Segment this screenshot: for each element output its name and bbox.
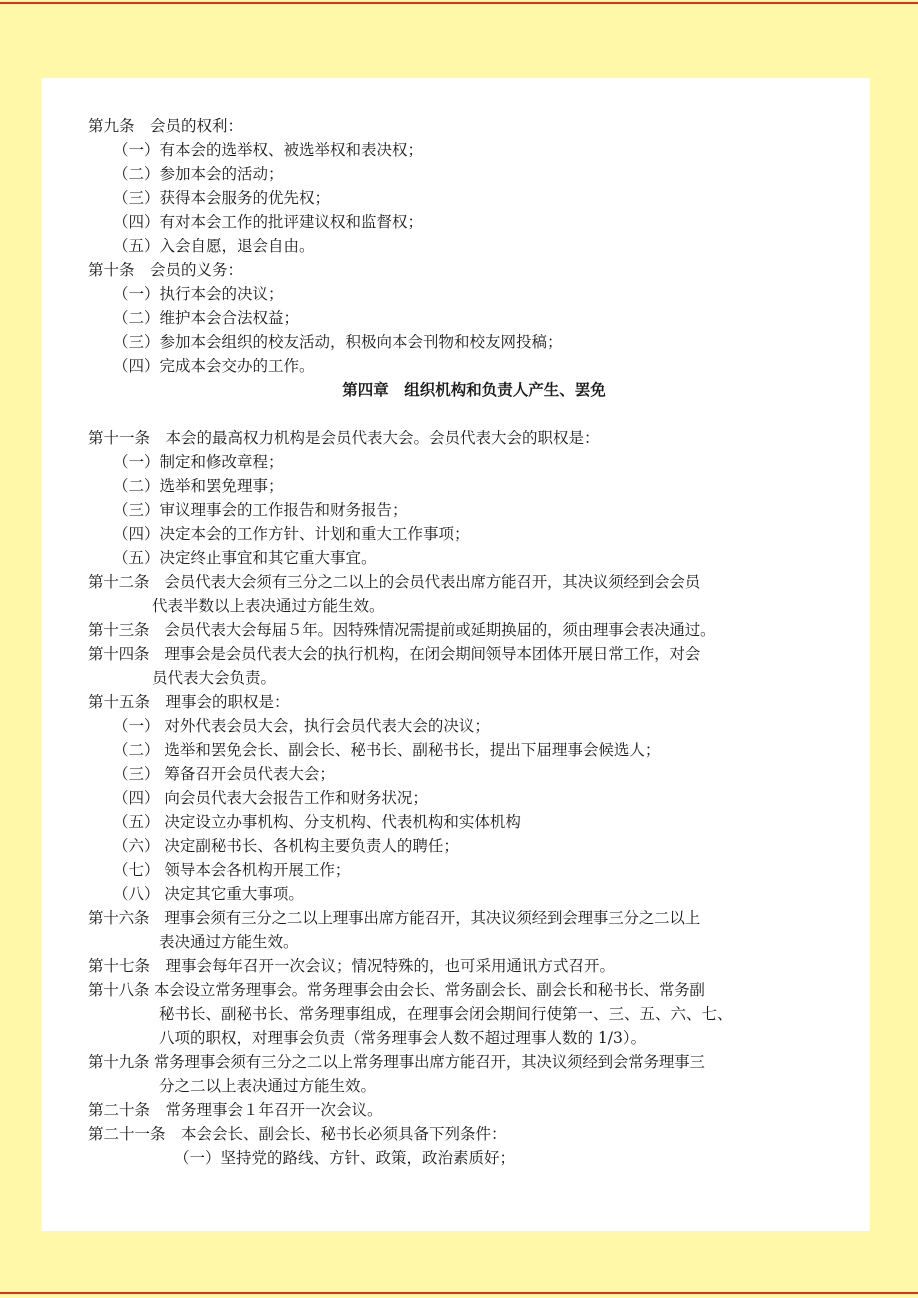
article-item: （一） 对外代表会员大会，执行会员代表大会的决议；: [113, 717, 490, 735]
article-text-continued: 代表半数以上表决通过方能生效。: [152, 597, 385, 615]
article-item: （五）决定终止事宜和其它重大事宜。: [113, 549, 377, 567]
article-item: （三）审议理事会的工作报告和财务报告；: [113, 501, 408, 519]
article-item: （一）有本会的选举权、被选举权和表决权；: [113, 141, 424, 159]
article-item: （三） 筹备召开会员代表大会；: [113, 765, 335, 783]
article-heading: 第十条 会员的义务：: [88, 261, 244, 279]
article-item: （一）坚持党的路线、方针、政策，政治素质好；: [174, 1149, 516, 1167]
article-text: 第十六条 理事会须有三分之二以上理事出席方能召开，其决议须经到会理事三分之二以上: [88, 909, 701, 927]
article-heading: 第九条 会员的权利：: [88, 117, 244, 135]
top-border-line: [0, 2, 918, 4]
article-item: （二）参加本会的活动；: [113, 165, 284, 183]
chapter-title: 第四章 组织机构和负责人产生、罢免: [342, 380, 606, 399]
article-text-continued: 表决通过方能生效。: [159, 933, 299, 951]
article-text-continued: 秘书长、副秘书长、常务理事组成，在理事会闭会期间行使第一、三、五、六、七、: [159, 1005, 733, 1023]
bottom-border-line: [0, 1292, 918, 1294]
article-text-continued: 分之二以上表决通过方能生效。: [159, 1077, 377, 1095]
article-heading: 第十五条 理事会的职权是：: [88, 693, 290, 711]
article-text: 第十八条 本会设立常务理事会。常务理事会由会长、常务副会长、副会长和秘书长、常务副: [88, 981, 705, 999]
article-text-continued: 八项的职权，对理事会负责（常务理事会人数不超过理事人数的 1/3）。: [159, 1029, 647, 1047]
document-page: [41, 78, 870, 1231]
article-item: （四）决定本会的工作方针、计划和重大工作事项；: [113, 525, 470, 543]
article-text: 第十三条 会员代表大会每届５年。因特殊情况需提前或延期换届的，须由理事会表决通过。: [88, 621, 716, 639]
article-item: （五）入会自愿，退会自由。: [113, 237, 315, 255]
article-item: （二） 选举和罢免会长、副会长、秘书长、副秘书长，提出下届理事会候选人；: [113, 741, 661, 759]
article-item: （八） 决定其它重大事项。: [113, 885, 304, 903]
article-item: （三）参加本会组织的校友活动，积极向本会刊物和校友网投稿；: [113, 333, 563, 351]
article-item: （二）维护本会合法权益；: [113, 309, 300, 327]
article-item: （六） 决定副秘书长、各机构主要负责人的聘任；: [113, 837, 459, 855]
article-heading: 第二十一条 本会会长、副会长、秘书长必须具备下列条件：: [88, 1125, 507, 1143]
article-text-continued: 员代表大会负责。: [152, 669, 277, 687]
article-item: （一）执行本会的决议；: [113, 285, 284, 303]
article-item: （五） 决定设立办事机构、分支机构、代表机构和实体机构: [113, 813, 521, 831]
document-body: [88, 114, 836, 1170]
article-item: （二）选举和罢免理事；: [113, 477, 284, 495]
article-item: （四）完成本会交办的工作。: [113, 357, 315, 375]
article-text: 第二十条 常务理事会１年召开一次会议。: [88, 1101, 383, 1119]
article-text: 第十二条 会员代表大会须有三分之二以上的会员代表出席方能召开，其决议须经到会会员: [88, 573, 701, 591]
article-heading: 第十一条 本会的最高权力机构是会员代表大会。会员代表大会的职权是：: [88, 429, 600, 447]
article-text: 第十七条 理事会每年召开一次会议；情况特殊的，也可采用通讯方式召开。: [88, 957, 616, 975]
article-item: （七） 领导本会各机构开展工作；: [113, 861, 351, 879]
article-item: （四） 向会员代表大会报告工作和财务状况；: [113, 789, 428, 807]
article-item: （三）获得本会服务的优先权；: [113, 189, 331, 207]
article-text: 第十九条 常务理事会须有三分之二以上常务理事出席方能召开，其决议须经到会常务理事三: [88, 1053, 705, 1071]
article-text: 第十四条 理事会是会员代表大会的执行机构，在闭会期间领导本团体开展日常工作，对会: [88, 645, 701, 663]
article-item: （一）制定和修改章程；: [113, 453, 284, 471]
article-item: （四）有对本会工作的批评建议权和监督权；: [113, 213, 424, 231]
